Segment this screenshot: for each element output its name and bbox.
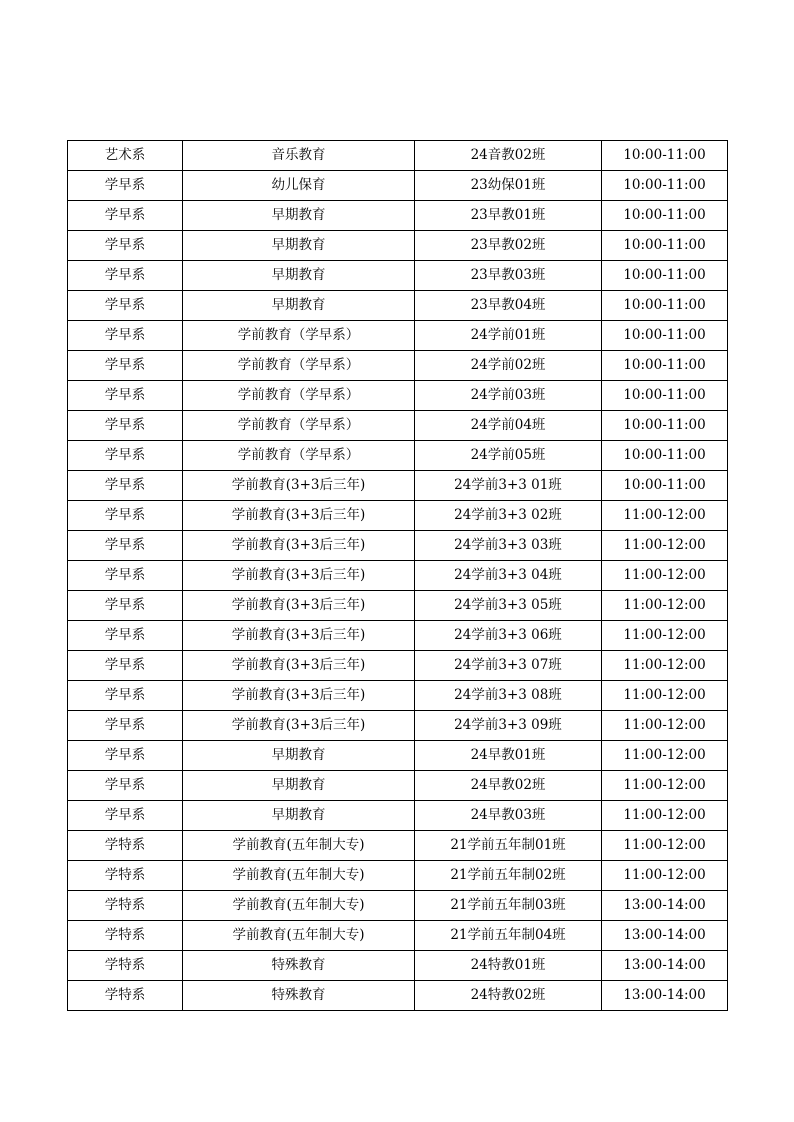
time-cell: 10:00-11:00 bbox=[602, 201, 728, 231]
department-cell: 学早系 bbox=[68, 321, 183, 351]
time-cell: 11:00-12:00 bbox=[602, 801, 728, 831]
major-cell: 学前教育(3+3后三年) bbox=[183, 591, 415, 621]
major-cell: 学前教育(五年制大专) bbox=[183, 891, 415, 921]
major-cell: 学前教育(3+3后三年) bbox=[183, 621, 415, 651]
time-cell: 10:00-11:00 bbox=[602, 141, 728, 171]
class-cell: 24学前3+3 04班 bbox=[415, 561, 602, 591]
department-cell: 学早系 bbox=[68, 201, 183, 231]
department-cell: 学特系 bbox=[68, 831, 183, 861]
time-cell: 11:00-12:00 bbox=[602, 651, 728, 681]
major-cell: 学前教育(五年制大专) bbox=[183, 921, 415, 951]
department-cell: 学早系 bbox=[68, 561, 183, 591]
table-row bbox=[68, 801, 728, 831]
class-cell: 24学前01班 bbox=[415, 321, 602, 351]
major-cell: 早期教育 bbox=[183, 291, 415, 321]
table-row bbox=[68, 501, 728, 531]
major-cell: 学前教育(3+3后三年) bbox=[183, 471, 415, 501]
time-cell: 10:00-11:00 bbox=[602, 321, 728, 351]
department-cell: 学早系 bbox=[68, 801, 183, 831]
class-cell: 23早教04班 bbox=[415, 291, 602, 321]
major-cell: 学前教育(五年制大专) bbox=[183, 831, 415, 861]
table-row bbox=[68, 621, 728, 651]
department-cell: 艺术系 bbox=[68, 141, 183, 171]
department-cell: 学早系 bbox=[68, 681, 183, 711]
department-cell: 学早系 bbox=[68, 741, 183, 771]
major-cell: 幼儿保育 bbox=[183, 171, 415, 201]
class-cell: 24学前3+3 08班 bbox=[415, 681, 602, 711]
class-cell: 21学前五年制04班 bbox=[415, 921, 602, 951]
major-cell: 学前教育(3+3后三年) bbox=[183, 561, 415, 591]
department-cell: 学早系 bbox=[68, 501, 183, 531]
class-cell: 23早教02班 bbox=[415, 231, 602, 261]
table-row bbox=[68, 231, 728, 261]
major-cell: 学前教育（学早系） bbox=[183, 381, 415, 411]
class-cell: 24特教01班 bbox=[415, 951, 602, 981]
department-cell: 学特系 bbox=[68, 981, 183, 1011]
class-cell: 24学前3+3 03班 bbox=[415, 531, 602, 561]
major-cell: 早期教育 bbox=[183, 261, 415, 291]
time-cell: 11:00-12:00 bbox=[602, 831, 728, 861]
department-cell: 学早系 bbox=[68, 231, 183, 261]
class-cell: 24学前3+3 06班 bbox=[415, 621, 602, 651]
time-cell: 10:00-11:00 bbox=[602, 351, 728, 381]
time-cell: 11:00-12:00 bbox=[602, 531, 728, 561]
table-row bbox=[68, 471, 728, 501]
table-row bbox=[68, 291, 728, 321]
class-cell: 24学前3+3 09班 bbox=[415, 711, 602, 741]
department-cell: 学早系 bbox=[68, 381, 183, 411]
table-row bbox=[68, 351, 728, 381]
major-cell: 特殊教育 bbox=[183, 951, 415, 981]
table-row bbox=[68, 441, 728, 471]
department-cell: 学早系 bbox=[68, 621, 183, 651]
class-cell: 21学前五年制02班 bbox=[415, 861, 602, 891]
class-cell: 24学前02班 bbox=[415, 351, 602, 381]
table-row bbox=[68, 741, 728, 771]
major-cell: 早期教育 bbox=[183, 771, 415, 801]
time-cell: 13:00-14:00 bbox=[602, 981, 728, 1011]
table-row bbox=[68, 711, 728, 741]
class-cell: 24早教03班 bbox=[415, 801, 602, 831]
time-cell: 11:00-12:00 bbox=[602, 681, 728, 711]
table-row bbox=[68, 201, 728, 231]
table-row bbox=[68, 591, 728, 621]
time-cell: 10:00-11:00 bbox=[602, 261, 728, 291]
table-body bbox=[68, 141, 728, 1011]
class-cell: 21学前五年制01班 bbox=[415, 831, 602, 861]
table-row bbox=[68, 861, 728, 891]
major-cell: 学前教育(3+3后三年) bbox=[183, 651, 415, 681]
time-cell: 13:00-14:00 bbox=[602, 891, 728, 921]
time-cell: 11:00-12:00 bbox=[602, 711, 728, 741]
table-row bbox=[68, 381, 728, 411]
table-row bbox=[68, 921, 728, 951]
department-cell: 学早系 bbox=[68, 171, 183, 201]
time-cell: 11:00-12:00 bbox=[602, 741, 728, 771]
class-cell: 24学前3+3 02班 bbox=[415, 501, 602, 531]
department-cell: 学早系 bbox=[68, 771, 183, 801]
time-cell: 11:00-12:00 bbox=[602, 561, 728, 591]
time-cell: 11:00-12:00 bbox=[602, 501, 728, 531]
class-cell: 23早教01班 bbox=[415, 201, 602, 231]
class-cell: 24学前3+3 07班 bbox=[415, 651, 602, 681]
department-cell: 学早系 bbox=[68, 711, 183, 741]
table-row bbox=[68, 261, 728, 291]
table-row bbox=[68, 321, 728, 351]
class-cell: 24学前04班 bbox=[415, 411, 602, 441]
major-cell: 学前教育（学早系） bbox=[183, 441, 415, 471]
class-cell: 24音教02班 bbox=[415, 141, 602, 171]
department-cell: 学早系 bbox=[68, 591, 183, 621]
major-cell: 学前教育（学早系） bbox=[183, 351, 415, 381]
table-row bbox=[68, 771, 728, 801]
time-cell: 10:00-11:00 bbox=[602, 291, 728, 321]
major-cell: 学前教育(3+3后三年) bbox=[183, 501, 415, 531]
table-row bbox=[68, 681, 728, 711]
department-cell: 学早系 bbox=[68, 651, 183, 681]
table-row bbox=[68, 981, 728, 1011]
department-cell: 学早系 bbox=[68, 531, 183, 561]
major-cell: 早期教育 bbox=[183, 741, 415, 771]
department-cell: 学早系 bbox=[68, 261, 183, 291]
table-row bbox=[68, 171, 728, 201]
major-cell: 早期教育 bbox=[183, 231, 415, 261]
time-cell: 11:00-12:00 bbox=[602, 771, 728, 801]
class-cell: 24学前3+3 05班 bbox=[415, 591, 602, 621]
schedule-table bbox=[67, 140, 728, 1011]
major-cell: 学前教育（学早系） bbox=[183, 321, 415, 351]
class-cell: 23早教03班 bbox=[415, 261, 602, 291]
class-cell: 24特教02班 bbox=[415, 981, 602, 1011]
department-cell: 学早系 bbox=[68, 291, 183, 321]
department-cell: 学特系 bbox=[68, 951, 183, 981]
time-cell: 10:00-11:00 bbox=[602, 441, 728, 471]
department-cell: 学早系 bbox=[68, 351, 183, 381]
class-cell: 24早教01班 bbox=[415, 741, 602, 771]
time-cell: 10:00-11:00 bbox=[602, 231, 728, 261]
table-row bbox=[68, 651, 728, 681]
time-cell: 11:00-12:00 bbox=[602, 591, 728, 621]
time-cell: 10:00-11:00 bbox=[602, 471, 728, 501]
time-cell: 10:00-11:00 bbox=[602, 171, 728, 201]
major-cell: 学前教育(3+3后三年) bbox=[183, 681, 415, 711]
department-cell: 学早系 bbox=[68, 411, 183, 441]
table-row bbox=[68, 411, 728, 441]
major-cell: 早期教育 bbox=[183, 801, 415, 831]
department-cell: 学特系 bbox=[68, 861, 183, 891]
major-cell: 音乐教育 bbox=[183, 141, 415, 171]
time-cell: 10:00-11:00 bbox=[602, 411, 728, 441]
major-cell: 特殊教育 bbox=[183, 981, 415, 1011]
time-cell: 10:00-11:00 bbox=[602, 381, 728, 411]
time-cell: 11:00-12:00 bbox=[602, 861, 728, 891]
major-cell: 学前教育（学早系） bbox=[183, 411, 415, 441]
major-cell: 早期教育 bbox=[183, 201, 415, 231]
table-row bbox=[68, 561, 728, 591]
department-cell: 学早系 bbox=[68, 471, 183, 501]
department-cell: 学早系 bbox=[68, 441, 183, 471]
major-cell: 学前教育(3+3后三年) bbox=[183, 531, 415, 561]
table-row bbox=[68, 531, 728, 561]
major-cell: 学前教育(五年制大专) bbox=[183, 861, 415, 891]
table-row bbox=[68, 831, 728, 861]
class-cell: 24早教02班 bbox=[415, 771, 602, 801]
class-cell: 21学前五年制03班 bbox=[415, 891, 602, 921]
time-cell: 11:00-12:00 bbox=[602, 621, 728, 651]
time-cell: 13:00-14:00 bbox=[602, 951, 728, 981]
class-cell: 24学前05班 bbox=[415, 441, 602, 471]
time-cell: 13:00-14:00 bbox=[602, 921, 728, 951]
major-cell: 学前教育(3+3后三年) bbox=[183, 711, 415, 741]
table-row bbox=[68, 951, 728, 981]
class-cell: 24学前3+3 01班 bbox=[415, 471, 602, 501]
department-cell: 学特系 bbox=[68, 921, 183, 951]
department-cell: 学特系 bbox=[68, 891, 183, 921]
table-row bbox=[68, 891, 728, 921]
table-row bbox=[68, 141, 728, 171]
class-cell: 23幼保01班 bbox=[415, 171, 602, 201]
class-cell: 24学前03班 bbox=[415, 381, 602, 411]
